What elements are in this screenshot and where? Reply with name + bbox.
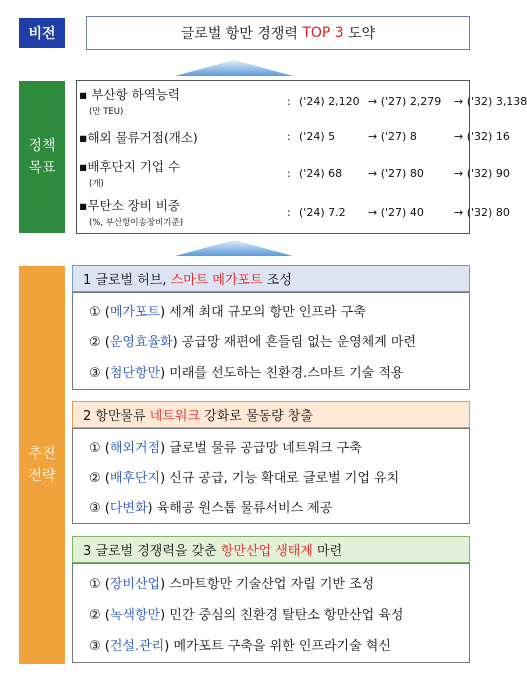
list-item: ② (배후단지) 신규 공급, 기능 확대로 글로벌 기업 유치 <box>89 471 400 486</box>
strategy-section-2-body <box>72 428 470 524</box>
vision-statement <box>86 16 470 50</box>
list-item: ② (녹색항만) 민간 중심의 친환경 탈탄소 항만산업 육성 <box>89 608 404 623</box>
list-item: ① (장비산업) 스마트항만 기술산업 자립 기반 조성 <box>89 577 375 592</box>
goal-row: ▪해외 물류거점(개소) : ('24) 5 → ('27) 8 → ('32) 16 <box>79 130 510 145</box>
vision-text-end: 도약 <box>343 26 376 42</box>
chevron-up-icon <box>175 240 293 256</box>
list-item: ② (운영효율화) 공급망 재편에 흔들림 없는 운영체계 마련 <box>89 335 417 350</box>
vision-highlight: TOP 3 <box>302 25 344 41</box>
list-item: ① (해외거점) 글로벌 물류 공급망 네트워크 구축 <box>89 441 362 456</box>
strategy-section-1-header: 1 글로벌 허브, 스마트 메가포트 조성 <box>72 265 470 292</box>
strategy-section-1-body <box>72 292 470 390</box>
goal-row: ▪ 부산항 하역능력 (만 TEU) : ('24) 2,120 → ('27) 2,279 → ('32) 3,138 <box>79 87 527 117</box>
strategy-label: 추진 전략 <box>19 266 65 664</box>
goal-row: ▪배후단지 기업 수 (개) : ('24) 68 → ('27) 80 → ('32) 90 <box>79 159 510 189</box>
vision-label: 비전 <box>19 18 65 48</box>
list-item: ③ (다변화) 육해공 원스톱 물류서비스 제공 <box>89 501 333 516</box>
list-item: ③ (건설.관리) 메가포트 구축을 위한 인프라기술 혁신 <box>89 639 391 654</box>
chevron-up-icon <box>175 60 293 76</box>
list-item: ③ (첨단항만) 미래를 선도하는 친환경.스마트 기술 적용 <box>89 366 404 381</box>
policy-goals-box <box>76 80 527 234</box>
strategy-section-2-header: 2 항만물류 네트워크 강화로 물동량 창출 <box>72 401 470 428</box>
strategy-section-3-header: 3 글로벌 경쟁력을 갖춘 항만산업 생태계 마련 <box>72 536 470 563</box>
strategy-section-3-body <box>72 563 470 663</box>
list-item: ① (메가포트) 세계 최대 규모의 항만 인프라 구축 <box>89 305 366 320</box>
vision-text: 글로벌 항만 경쟁력 <box>180 26 303 42</box>
policy-label: 정책 목표 <box>19 81 65 233</box>
goal-row: ▪무탄소 장비 비중 (%, 부산항이송장비기준) : ('24) 7.2 → ('27) 40 → ('32) 80 <box>79 198 510 228</box>
